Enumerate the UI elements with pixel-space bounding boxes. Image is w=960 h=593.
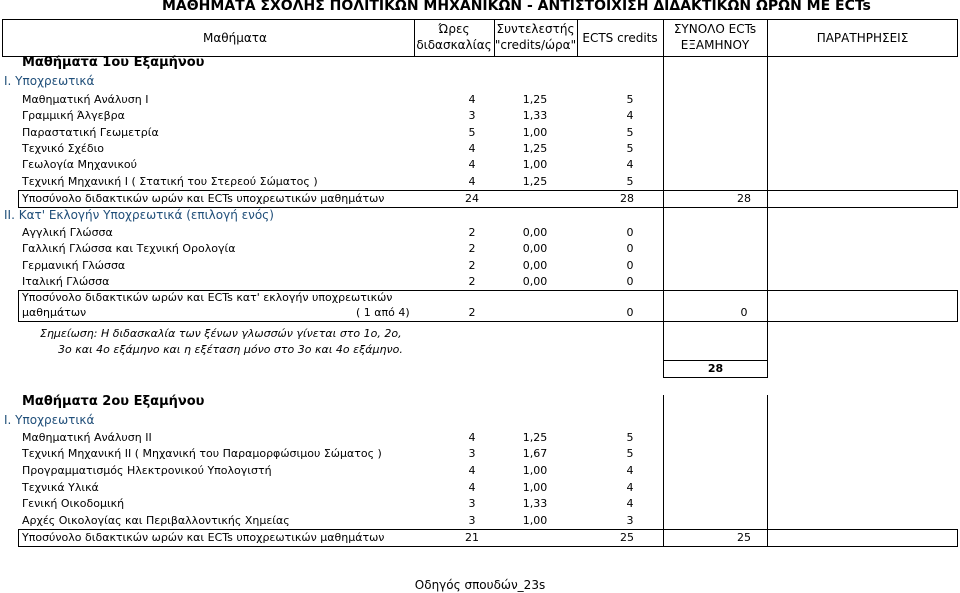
page-title: ΜΑΘΗΜΑΤΑ ΣΧΟΛΗΣ ΠΟΛΙΤΙΚΩΝ ΜΗΧΑΝΙΚΩΝ - ΑΝΤΙΣΤΟΙΧΙΣΗ ΔΙΔΑΚΤΙΚΩΝ ΩΡΩΝ ΜΕ ECTs	[162, 0, 871, 14]
course-hours: 4	[468, 464, 476, 477]
course-hours: 3	[468, 497, 476, 510]
subtotal-hours: 24	[465, 192, 479, 205]
course-coef: 1,67	[522, 447, 548, 460]
course-hours: 3	[468, 514, 476, 527]
course-hours: 2	[468, 226, 476, 239]
course-coef: 1,00	[522, 514, 548, 527]
course-name: Παραστατική Γεωμετρία	[22, 126, 159, 139]
course-ects: 5	[626, 175, 634, 188]
course-name: Τεχνικό Σχέδιο	[22, 142, 105, 155]
course-coef: 1,00	[522, 158, 548, 171]
course-ects: 4	[626, 109, 634, 122]
subtotal-label: Υποσύνολο διδακτικών ωρών και ECTs υποχρεωτικών μαθημάτων	[22, 531, 385, 544]
header-total: ΣΥΝΟΛΟ ECTs	[673, 22, 757, 36]
course-ects: 5	[626, 126, 634, 139]
course-name: Γαλλική Γλώσσα και Τεχνική Ορολογία	[22, 242, 236, 255]
course-ects: 5	[626, 142, 634, 155]
subtotal-total: 25	[737, 531, 751, 544]
course-name: Αγγλική Γλώσσα	[22, 226, 113, 239]
header-ects: ECTS credits	[582, 31, 658, 45]
course-name: Αρχές Οικολογίας και Περιβαλλοντικής Χημείας	[22, 514, 290, 527]
note-line-1: Σημείωση: Η διδασκαλία των ξένων γλωσσών γίνεται στο 1ο, 2ο,	[40, 327, 402, 340]
note-line-2: 3ο και 4ο εξάμηνο και η εξέταση μόνο στο 3ο και 4ο εξάμηνο.	[58, 343, 403, 356]
header-coef-sub: "credits/ώρα"	[494, 38, 577, 52]
course-coef: 0,00	[522, 226, 548, 239]
course-hours: 2	[468, 259, 476, 272]
course-coef: 0,00	[522, 275, 548, 288]
course-name: Προγραμματισμός Ηλεκτρονικού Υπολογιστή	[22, 464, 272, 477]
subtotal-label: Υποσύνολο διδακτικών ωρών και ECTs υποχρεωτικών μαθημάτων	[22, 192, 385, 205]
course-hours: 4	[468, 158, 476, 171]
course-name: Τεχνική Μηχανική Ι ( Στατική του Στερεού Σώματος )	[22, 175, 318, 188]
header-remarks: ΠΑΡΑΤΗΡΗΣΕΙΣ	[816, 31, 909, 45]
elective-subtotal-label: Υποσύνολο διδακτικών ωρών και ECTs κατ' εκλογήν υποχρεωτικών	[22, 291, 393, 304]
course-ects: 4	[626, 158, 634, 171]
sem1-required-title: Ι. Υποχρεωτικά	[4, 74, 95, 88]
course-name: Γερμανική Γλώσσα	[22, 259, 126, 272]
course-name: Γραμμική Άλγεβρα	[22, 109, 125, 122]
subtotal-hours: 21	[465, 531, 479, 544]
course-hours: 3	[468, 447, 476, 460]
course-ects: 3	[626, 514, 634, 527]
course-ects: 5	[626, 447, 634, 460]
header-hours: Ώρες	[438, 22, 470, 36]
course-hours: 4	[468, 93, 476, 106]
course-ects: 0	[626, 275, 634, 288]
course-hours: 4	[468, 175, 476, 188]
course-ects: 4	[626, 481, 634, 494]
course-hours: 2	[468, 275, 476, 288]
course-coef: 1,00	[522, 126, 548, 139]
subtotal-total: 28	[737, 192, 751, 205]
course-ects: 5	[626, 93, 634, 106]
course-ects: 0	[626, 242, 634, 255]
elective-subtotal-total: 0	[740, 306, 748, 319]
header-coef: Συντελεστής	[496, 22, 575, 36]
semester-2-title: Μαθήματα 2ου Εξαμήνου	[22, 394, 205, 409]
course-name: Γενική Οικοδομική	[22, 497, 125, 510]
course-coef: 0,00	[522, 259, 548, 272]
course-coef: 1,25	[522, 142, 548, 155]
header-hours-sub: διδασκαλίας	[416, 38, 492, 52]
course-coef: 1,25	[522, 431, 548, 444]
semester-1-total: 28	[707, 362, 724, 375]
elective-subtotal-ects: 0	[626, 306, 634, 319]
course-hours: 5	[468, 126, 476, 139]
subtotal-ects: 28	[620, 192, 634, 205]
course-ects: 5	[626, 431, 634, 444]
page-footer: Οδηγός σπουδών_23s	[414, 578, 546, 592]
course-coef: 1,33	[522, 109, 548, 122]
course-name: Ιταλική Γλώσσα	[22, 275, 110, 288]
elective-subtotal-label-2: μαθημάτων	[22, 306, 87, 319]
course-coef: 1,00	[522, 464, 548, 477]
course-hours: 4	[468, 142, 476, 155]
semester-1-title: Μαθήματα 1ου Εξαμήνου	[22, 55, 205, 70]
header-courses: Μαθήματα	[203, 31, 267, 45]
elective-choice: ( 1 από 4)	[356, 306, 410, 319]
sem2-required-title: Ι. Υποχρεωτικά	[4, 413, 95, 427]
course-ects: 4	[626, 497, 634, 510]
sem1-elective-title: ΙΙ. Κατ' Εκλογήν Υποχρεωτικά (επιλογή ενός)	[4, 208, 274, 222]
course-name: Τεχνικά Υλικά	[22, 481, 99, 494]
course-hours: 2	[468, 242, 476, 255]
course-ects: 0	[626, 259, 634, 272]
course-name: Μαθηματική Ανάλυση Ι	[22, 93, 149, 106]
course-name: Τεχνική Μηχανική ΙΙ ( Μηχανική του Παραμορφώσιμου Σώματος )	[22, 447, 382, 460]
course-ects: 0	[626, 226, 634, 239]
elective-subtotal-hours: 2	[468, 306, 476, 319]
subtotal-ects: 25	[620, 531, 634, 544]
course-ects: 4	[626, 464, 634, 477]
course-coef: 0,00	[522, 242, 548, 255]
course-coef: 1,25	[522, 93, 548, 106]
course-coef: 1,33	[522, 497, 548, 510]
course-coef: 1,25	[522, 175, 548, 188]
course-hours: 4	[468, 481, 476, 494]
course-hours: 3	[468, 109, 476, 122]
header-total-sub: ΕΞΑΜΗΝΟΥ	[680, 38, 750, 52]
course-name: Μαθηματική Ανάλυση ΙΙ	[22, 431, 152, 444]
course-name: Γεωλογία Μηχανικού	[22, 158, 138, 171]
course-hours: 4	[468, 431, 476, 444]
course-coef: 1,00	[522, 481, 548, 494]
